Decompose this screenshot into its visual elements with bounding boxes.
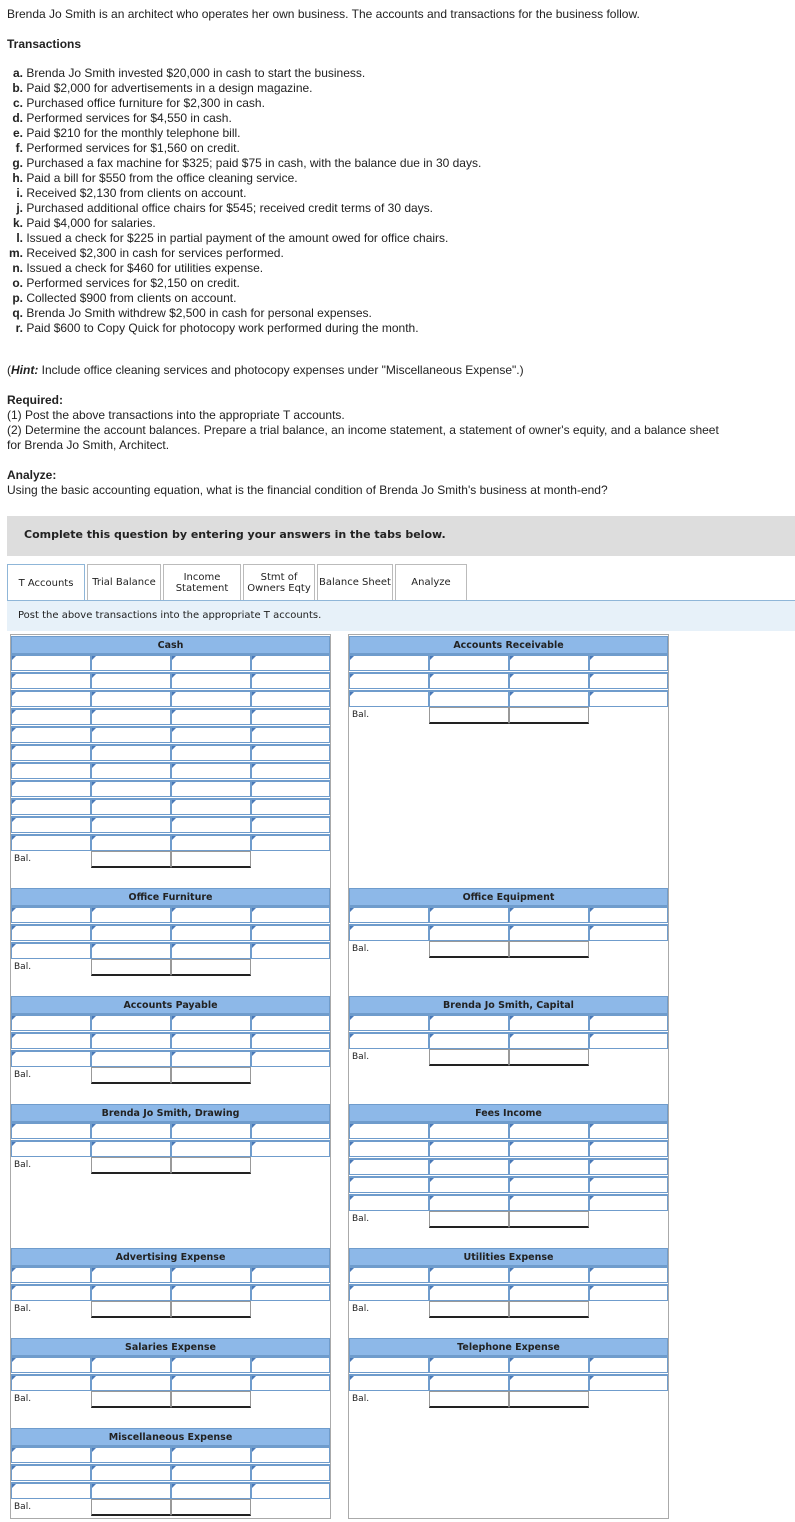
- balance-label: Bal.: [352, 1214, 370, 1224]
- transaction-letter: q.: [12, 306, 23, 320]
- amount-input[interactable]: [429, 654, 509, 671]
- amount-input[interactable]: [91, 1014, 171, 1031]
- balance-label: Bal.: [352, 1052, 370, 1062]
- transactions-list: [7, 66, 481, 336]
- transaction-item: [7, 291, 481, 306]
- transaction-ref-input[interactable]: [349, 1176, 429, 1193]
- balance-label: Bal.: [14, 1070, 32, 1080]
- transaction-ref-input[interactable]: [509, 1158, 589, 1175]
- balance-debit-input[interactable]: [429, 707, 509, 724]
- amount-input[interactable]: [251, 834, 330, 851]
- balance-credit-input[interactable]: [171, 1499, 251, 1516]
- tab-instruction: Post the above transactions into the appropriate T accounts.: [18, 610, 322, 621]
- amount-input[interactable]: [429, 672, 509, 689]
- transaction-ref-input[interactable]: [171, 780, 251, 797]
- transaction-ref-input[interactable]: [171, 1284, 251, 1301]
- transaction-ref-input[interactable]: [171, 672, 251, 689]
- amount-input[interactable]: [91, 1266, 171, 1283]
- transaction-text: Paid $2,000 for advertisements in a design magazine.: [26, 81, 313, 95]
- transaction-text: Brenda Jo Smith withdrew $2,500 in cash for personal expenses.: [26, 306, 372, 320]
- t-account-title: Miscellaneous Expense: [11, 1428, 330, 1446]
- transaction-ref-input[interactable]: [171, 1014, 251, 1031]
- balance-debit-input[interactable]: [91, 851, 171, 868]
- transaction-ref-input[interactable]: [509, 1176, 589, 1193]
- balance-label: Bal.: [14, 854, 32, 864]
- balance-credit-input[interactable]: [171, 1067, 251, 1084]
- tab-instruction-bar: [7, 600, 795, 631]
- amount-input[interactable]: [251, 798, 330, 815]
- hint-text: Include office cleaning services and photocopy expenses under "Miscellaneous Expense".): [41, 363, 524, 377]
- t-account-title: Office Equipment: [349, 888, 668, 906]
- transaction-ref-input[interactable]: [171, 816, 251, 833]
- transaction-ref-input[interactable]: [171, 1464, 251, 1481]
- t-account-title: Office Furniture: [11, 888, 330, 906]
- transaction-letter: h.: [12, 171, 23, 185]
- balance-debit-input[interactable]: [91, 1067, 171, 1084]
- tab-income-statement[interactable]: Income Statement: [163, 564, 241, 600]
- amount-input[interactable]: [91, 690, 171, 707]
- transaction-ref-input[interactable]: [171, 1050, 251, 1067]
- balance-debit-input[interactable]: [91, 959, 171, 976]
- transaction-item: [7, 216, 481, 231]
- amount-input[interactable]: [251, 1374, 330, 1391]
- amount-input[interactable]: [91, 708, 171, 725]
- amount-input[interactable]: [429, 1158, 509, 1175]
- tab-t-accounts[interactable]: T Accounts: [7, 564, 85, 601]
- amount-input[interactable]: [589, 654, 668, 671]
- amount-input[interactable]: [589, 1014, 668, 1031]
- transaction-ref-input[interactable]: [509, 906, 589, 923]
- transaction-text: Received $2,300 in cash for services performed.: [26, 246, 284, 260]
- transaction-ref-input[interactable]: [349, 1284, 429, 1301]
- transaction-ref-input[interactable]: [11, 1014, 91, 1031]
- balance-debit-input[interactable]: [429, 1049, 509, 1066]
- t-account-title: Brenda Jo Smith, Capital: [349, 996, 668, 1014]
- transaction-letter: a.: [12, 66, 23, 80]
- transaction-item: [7, 156, 481, 171]
- amount-input[interactable]: [91, 780, 171, 797]
- tab-stmt-owners-eqty[interactable]: Stmt of Owners Eqty: [243, 564, 315, 600]
- tab-analyze[interactable]: Analyze: [395, 564, 467, 600]
- transaction-ref-input[interactable]: [171, 1374, 251, 1391]
- balance-label: Bal.: [352, 1394, 370, 1404]
- transaction-item: [7, 261, 481, 276]
- balance-credit-input[interactable]: [171, 959, 251, 976]
- amount-input[interactable]: [429, 1176, 509, 1193]
- transaction-text: Received $2,130 from clients on account.: [26, 186, 247, 200]
- transaction-ref-input[interactable]: [171, 1140, 251, 1157]
- balance-label: Bal.: [14, 1502, 32, 1512]
- transaction-ref-input[interactable]: [509, 1032, 589, 1049]
- amount-input[interactable]: [91, 744, 171, 761]
- amount-input[interactable]: [589, 1284, 668, 1301]
- transaction-text: Performed services for $4,550 in cash.: [26, 111, 232, 125]
- balance-credit-input[interactable]: [171, 851, 251, 868]
- amount-input[interactable]: [429, 1122, 509, 1139]
- transaction-ref-input[interactable]: [11, 1464, 91, 1481]
- transaction-text: Issued a check for $460 for utilities expense.: [26, 261, 264, 275]
- transaction-ref-input[interactable]: [349, 906, 429, 923]
- transaction-text: Paid $210 for the monthly telephone bill.: [26, 126, 241, 140]
- amount-input[interactable]: [429, 690, 509, 707]
- transaction-ref-input[interactable]: [11, 1140, 91, 1157]
- balance-debit-input[interactable]: [91, 1157, 171, 1174]
- amount-input[interactable]: [251, 924, 330, 941]
- transaction-ref-input[interactable]: [349, 690, 429, 707]
- amount-input[interactable]: [251, 1140, 330, 1157]
- amount-input[interactable]: [251, 1032, 330, 1049]
- transaction-text: Paid $600 to Copy Quick for photocopy work performed during the month.: [26, 321, 419, 335]
- transaction-letter: b.: [12, 81, 23, 95]
- transaction-ref-input[interactable]: [171, 762, 251, 779]
- transaction-ref-input[interactable]: [171, 708, 251, 725]
- transaction-ref-input[interactable]: [349, 654, 429, 671]
- analyze-text: Using the basic accounting equation, what is the financial condition of Brenda Jo Smith's business at month-end?: [7, 483, 608, 497]
- amount-input[interactable]: [589, 1140, 668, 1157]
- amount-input[interactable]: [91, 816, 171, 833]
- amount-input[interactable]: [251, 1464, 330, 1481]
- balance-label: Bal.: [352, 710, 370, 720]
- transaction-ref-input[interactable]: [509, 1374, 589, 1391]
- transaction-letter: k.: [12, 216, 23, 230]
- t-account-title: Telephone Expense: [349, 1338, 668, 1356]
- transaction-ref-input[interactable]: [171, 1356, 251, 1373]
- amount-input[interactable]: [251, 1482, 330, 1499]
- balance-label: Bal.: [14, 1160, 32, 1170]
- amount-input[interactable]: [91, 1122, 171, 1139]
- balance-credit-input[interactable]: [509, 1301, 589, 1318]
- amount-input[interactable]: [91, 762, 171, 779]
- amount-input[interactable]: [251, 744, 330, 761]
- transaction-ref-input[interactable]: [11, 708, 91, 725]
- transaction-item: [7, 66, 481, 81]
- transaction-letter: p.: [12, 291, 23, 305]
- transaction-text: Paid a bill for $550 from the office cleaning service.: [26, 171, 298, 185]
- amount-input[interactable]: [91, 726, 171, 743]
- amount-input[interactable]: [91, 924, 171, 941]
- transaction-letter: n.: [12, 261, 23, 275]
- transaction-text: Issued a check for $225 in partial payment of the amount owed for office chairs.: [26, 231, 449, 245]
- amount-input[interactable]: [251, 654, 330, 671]
- transaction-ref-input[interactable]: [509, 1356, 589, 1373]
- balance-credit-input[interactable]: [171, 1301, 251, 1318]
- transaction-ref-input[interactable]: [11, 924, 91, 941]
- transaction-ref-input[interactable]: [11, 1266, 91, 1283]
- transaction-ref-input[interactable]: [171, 1446, 251, 1463]
- amount-input[interactable]: [589, 1158, 668, 1175]
- required-item-2: (2) Determine the account balances. Prepare a trial balance, an income statement, a statement of owner's equity, and a balance sheet: [7, 423, 719, 437]
- transaction-letter: m.: [8, 246, 23, 260]
- amount-input[interactable]: [251, 1050, 330, 1067]
- amount-input[interactable]: [589, 906, 668, 923]
- balance-credit-input[interactable]: [509, 1049, 589, 1066]
- amount-input[interactable]: [251, 726, 330, 743]
- amount-input[interactable]: [91, 1032, 171, 1049]
- t-account-title: Accounts Receivable: [349, 636, 668, 654]
- amount-input[interactable]: [91, 798, 171, 815]
- tab-trial-balance[interactable]: Trial Balance: [87, 564, 161, 600]
- transaction-ref-input[interactable]: [349, 1122, 429, 1139]
- amount-input[interactable]: [91, 1140, 171, 1157]
- amount-input[interactable]: [251, 672, 330, 689]
- amount-input[interactable]: [251, 690, 330, 707]
- balance-debit-input[interactable]: [91, 1301, 171, 1318]
- transaction-ref-input[interactable]: [11, 780, 91, 797]
- transaction-item: [7, 126, 481, 141]
- transaction-text: Paid $4,000 for salaries.: [26, 216, 156, 230]
- amount-input[interactable]: [91, 654, 171, 671]
- transaction-item: [7, 186, 481, 201]
- amount-input[interactable]: [429, 1014, 509, 1031]
- transaction-item: [7, 306, 481, 321]
- hint: (Hint: Include office cleaning services and photocopy expenses under "Miscellaneous Expense".): [7, 363, 524, 377]
- transaction-item: [7, 246, 481, 261]
- amount-input[interactable]: [251, 1014, 330, 1031]
- amount-input[interactable]: [429, 1032, 509, 1049]
- t-account-title: Fees Income: [349, 1104, 668, 1122]
- amount-input[interactable]: [91, 1284, 171, 1301]
- amount-input[interactable]: [251, 942, 330, 959]
- transaction-ref-input[interactable]: [509, 1122, 589, 1139]
- transaction-ref-input[interactable]: [11, 1050, 91, 1067]
- transaction-item: [7, 96, 481, 111]
- transaction-ref-input[interactable]: [11, 1482, 91, 1499]
- amount-input[interactable]: [589, 1194, 668, 1211]
- transaction-item: [7, 81, 481, 96]
- amount-input[interactable]: [589, 1176, 668, 1193]
- transaction-ref-input[interactable]: [171, 906, 251, 923]
- transaction-item: [7, 276, 481, 291]
- balance-credit-input[interactable]: [509, 1391, 589, 1408]
- amount-input[interactable]: [429, 1356, 509, 1373]
- amount-input[interactable]: [589, 1356, 668, 1373]
- balance-debit-input[interactable]: [91, 1499, 171, 1516]
- transaction-ref-input[interactable]: [349, 1356, 429, 1373]
- transaction-ref-input[interactable]: [11, 834, 91, 851]
- transaction-ref-input[interactable]: [509, 1266, 589, 1283]
- balance-debit-input[interactable]: [429, 941, 509, 958]
- balance-label: Bal.: [352, 1304, 370, 1314]
- balance-credit-input[interactable]: [509, 707, 589, 724]
- transaction-ref-input[interactable]: [171, 924, 251, 941]
- transaction-ref-input[interactable]: [509, 672, 589, 689]
- amount-input[interactable]: [91, 906, 171, 923]
- transaction-ref-input[interactable]: [11, 1122, 91, 1139]
- transaction-text: Purchased additional office chairs for $545; received credit terms of 30 days.: [26, 201, 434, 215]
- transaction-ref-input[interactable]: [349, 1158, 429, 1175]
- transaction-ref-input[interactable]: [349, 924, 429, 941]
- required-item-1: (1) Post the above transactions into the appropriate T accounts.: [7, 408, 345, 422]
- amount-input[interactable]: [91, 1374, 171, 1391]
- transaction-ref-input[interactable]: [171, 690, 251, 707]
- amount-input[interactable]: [91, 672, 171, 689]
- transaction-ref-input[interactable]: [171, 1266, 251, 1283]
- t-account-title: Cash: [11, 636, 330, 654]
- transaction-item: [7, 141, 481, 156]
- transaction-ref-input[interactable]: [11, 906, 91, 923]
- transaction-ref-input[interactable]: [11, 1356, 91, 1373]
- hint-label: Hint:: [11, 363, 39, 377]
- transaction-ref-input[interactable]: [509, 690, 589, 707]
- transaction-item: [7, 231, 481, 246]
- amount-input[interactable]: [251, 1356, 330, 1373]
- analyze-heading: Analyze:: [7, 468, 57, 482]
- intro-text: Brenda Jo Smith is an architect who operates her own business. The accounts and transactions for the business follow.: [7, 7, 640, 21]
- amount-input[interactable]: [91, 1464, 171, 1481]
- balance-credit-input[interactable]: [509, 941, 589, 958]
- transaction-ref-input[interactable]: [509, 1194, 589, 1211]
- amount-input[interactable]: [589, 690, 668, 707]
- transaction-ref-input[interactable]: [11, 762, 91, 779]
- amount-input[interactable]: [429, 1374, 509, 1391]
- balance-credit-input[interactable]: [509, 1211, 589, 1228]
- required-item-2-cont: for Brenda Jo Smith, Architect.: [7, 438, 170, 452]
- transaction-letter: r.: [15, 321, 23, 335]
- balance-debit-input[interactable]: [429, 1391, 509, 1408]
- transaction-ref-input[interactable]: [509, 1140, 589, 1157]
- transaction-ref-input[interactable]: [349, 1140, 429, 1157]
- instruction-banner: [7, 516, 795, 556]
- t-account-title: Salaries Expense: [11, 1338, 330, 1356]
- transaction-ref-input[interactable]: [171, 654, 251, 671]
- transaction-ref-input[interactable]: [11, 1446, 91, 1463]
- transaction-ref-input[interactable]: [509, 1014, 589, 1031]
- transaction-letter: i.: [16, 186, 23, 200]
- balance-debit-input[interactable]: [91, 1391, 171, 1408]
- transaction-text: Performed services for $1,560 on credit.: [26, 141, 240, 155]
- transaction-ref-input[interactable]: [509, 1284, 589, 1301]
- transaction-ref-input[interactable]: [171, 744, 251, 761]
- transaction-ref-input[interactable]: [11, 654, 91, 671]
- transaction-ref-input[interactable]: [11, 1374, 91, 1391]
- amount-input[interactable]: [251, 1122, 330, 1139]
- transaction-letter: l.: [16, 231, 23, 245]
- transaction-ref-input[interactable]: [11, 942, 91, 959]
- amount-input[interactable]: [429, 1194, 509, 1211]
- required-heading: Required:: [7, 393, 64, 407]
- transaction-ref-input[interactable]: [11, 726, 91, 743]
- transaction-item: [7, 321, 481, 336]
- amount-input[interactable]: [91, 1446, 171, 1463]
- transaction-ref-input[interactable]: [11, 816, 91, 833]
- transaction-letter: f.: [15, 141, 23, 155]
- transaction-ref-input[interactable]: [11, 1032, 91, 1049]
- transaction-ref-input[interactable]: [171, 1032, 251, 1049]
- amount-input[interactable]: [91, 942, 171, 959]
- transactions-heading: Transactions: [7, 37, 82, 51]
- amount-input[interactable]: [589, 1374, 668, 1391]
- amount-input[interactable]: [429, 1266, 509, 1283]
- transaction-ref-input[interactable]: [349, 1374, 429, 1391]
- transaction-ref-input[interactable]: [509, 654, 589, 671]
- transaction-ref-input[interactable]: [509, 924, 589, 941]
- transaction-text: Purchased a fax machine for $325; paid $75 in cash, with the balance due in 30 days.: [26, 156, 482, 170]
- amount-input[interactable]: [91, 1482, 171, 1499]
- tab-balance-sheet[interactable]: Balance Sheet: [317, 564, 393, 600]
- amount-input[interactable]: [91, 834, 171, 851]
- transaction-ref-input[interactable]: [349, 1014, 429, 1031]
- balance-debit-input[interactable]: [429, 1301, 509, 1318]
- transaction-ref-input[interactable]: [171, 1482, 251, 1499]
- transaction-ref-input[interactable]: [11, 1284, 91, 1301]
- t-account-title: Brenda Jo Smith, Drawing: [11, 1104, 330, 1122]
- balance-label: Bal.: [352, 944, 370, 954]
- balance-credit-input[interactable]: [171, 1391, 251, 1408]
- transaction-text: Purchased office furniture for $2,300 in cash.: [26, 96, 265, 110]
- amount-input[interactable]: [251, 780, 330, 797]
- transaction-ref-input[interactable]: [171, 798, 251, 815]
- amount-input[interactable]: [91, 1050, 171, 1067]
- balance-debit-input[interactable]: [429, 1211, 509, 1228]
- transaction-letter: g.: [12, 156, 23, 170]
- transaction-ref-input[interactable]: [171, 1122, 251, 1139]
- transaction-letter: o.: [12, 276, 23, 290]
- transaction-letter: d.: [12, 111, 23, 125]
- amount-input[interactable]: [429, 906, 509, 923]
- amount-input[interactable]: [589, 1266, 668, 1283]
- amount-input[interactable]: [589, 1032, 668, 1049]
- transaction-ref-input[interactable]: [171, 834, 251, 851]
- t-account-title: Utilities Expense: [349, 1248, 668, 1266]
- transaction-ref-input[interactable]: [171, 942, 251, 959]
- transaction-item: [7, 111, 481, 126]
- amount-input[interactable]: [251, 708, 330, 725]
- amount-input[interactable]: [251, 906, 330, 923]
- transaction-letter: e.: [12, 126, 23, 140]
- amount-input[interactable]: [429, 1140, 509, 1157]
- amount-input[interactable]: [429, 1284, 509, 1301]
- transaction-letter: j.: [16, 201, 23, 215]
- t-account-title: Accounts Payable: [11, 996, 330, 1014]
- transaction-text: Brenda Jo Smith invested $20,000 in cash to start the business.: [26, 66, 366, 80]
- banner-text: Complete this question by entering your answers in the tabs below.: [24, 528, 446, 541]
- transaction-ref-input[interactable]: [11, 798, 91, 815]
- transaction-ref-input[interactable]: [11, 690, 91, 707]
- transaction-text: Performed services for $2,150 on credit.: [26, 276, 240, 290]
- balance-label: Bal.: [14, 962, 32, 972]
- amount-input[interactable]: [91, 1356, 171, 1373]
- amount-input[interactable]: [251, 1284, 330, 1301]
- amount-input[interactable]: [589, 924, 668, 941]
- amount-input[interactable]: [251, 762, 330, 779]
- transaction-ref-input[interactable]: [349, 1194, 429, 1211]
- amount-input[interactable]: [589, 1122, 668, 1139]
- amount-input[interactable]: [429, 924, 509, 941]
- t-account-title: Advertising Expense: [11, 1248, 330, 1266]
- transaction-ref-input[interactable]: [171, 726, 251, 743]
- transaction-item: [7, 171, 481, 186]
- transaction-text: Collected $900 from clients on account.: [26, 291, 237, 305]
- transaction-ref-input[interactable]: [349, 1032, 429, 1049]
- amount-input[interactable]: [589, 672, 668, 689]
- transaction-item: [7, 201, 481, 216]
- transaction-ref-input[interactable]: [11, 744, 91, 761]
- balance-label: Bal.: [14, 1304, 32, 1314]
- balance-label: Bal.: [14, 1394, 32, 1404]
- amount-input[interactable]: [251, 1446, 330, 1463]
- transaction-letter: c.: [12, 96, 23, 110]
- transaction-ref-input[interactable]: [349, 672, 429, 689]
- transaction-ref-input[interactable]: [11, 672, 91, 689]
- balance-credit-input[interactable]: [171, 1157, 251, 1174]
- transaction-ref-input[interactable]: [349, 1266, 429, 1283]
- amount-input[interactable]: [251, 1266, 330, 1283]
- amount-input[interactable]: [251, 816, 330, 833]
